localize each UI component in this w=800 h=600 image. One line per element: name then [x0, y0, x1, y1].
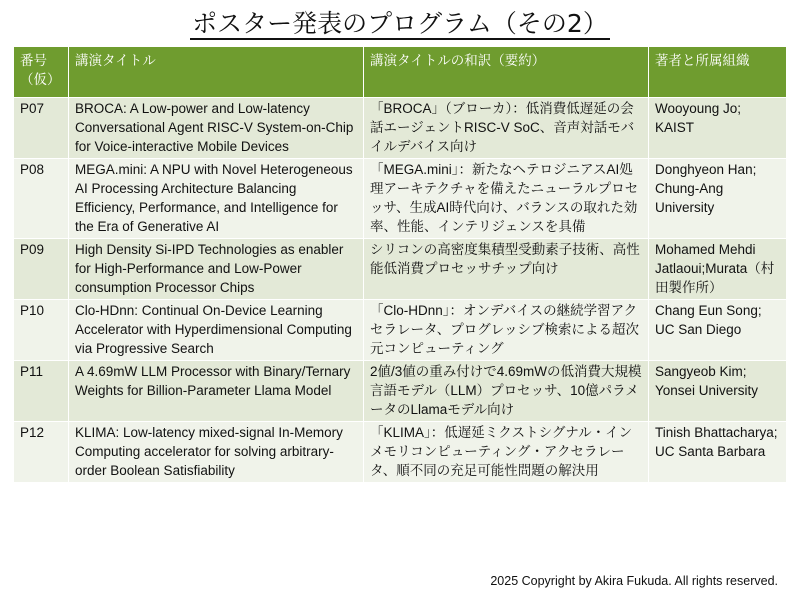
cell-authors: Donghyeon Han; Chung-Ang University	[649, 159, 787, 239]
cell-title: Clo-HDnn: Continual On-Device Learning Accelerator with Hyperdimensional Computing via Progressive Search	[69, 300, 364, 361]
cell-title: MEGA.mini: A NPU with Novel Heterogeneous AI Processing Architecture Balancing Efficiency, Performance, and Intelligence for the Era of Generative AI	[69, 159, 364, 239]
header-title: 講演タイトル	[69, 47, 364, 98]
cell-authors: Mohamed Mehdi Jatlaoui;Murata（村田製作所）	[649, 239, 787, 300]
table-row	[14, 422, 787, 483]
cell-title: BROCA: A Low-power and Low-latency Conversational Agent RISC-V System-on-Chip for Voice-interactive Mobile Devices	[69, 98, 364, 159]
header-authors: 著者と所属組織	[649, 47, 787, 98]
cell-title: A 4.69mW LLM Processor with Binary/Ternary Weights for Billion-Parameter Llama Model	[69, 361, 364, 422]
cell-number: P08	[14, 159, 69, 239]
cell-authors: Chang Eun Song; UC San Diego	[649, 300, 787, 361]
cell-number: P12	[14, 422, 69, 483]
table-row	[14, 239, 787, 300]
table-header-row	[14, 47, 787, 98]
poster-program-table	[13, 46, 787, 483]
cell-title: High Density Si-IPD Technologies as enabler for High-Performance and Low-Power consumption Processor Chips	[69, 239, 364, 300]
cell-authors: Sangyeob Kim; Yonsei University	[649, 361, 787, 422]
cell-translation: 2値/3値の重み付けで4.69mWの低消費大規模言語モデル（LLM）プロセッサ、10億パラメータのLlamaモデル向け	[364, 361, 649, 422]
copyright-notice: 2025 Copyright by Akira Fukuda. All rights reserved.	[490, 574, 778, 588]
cell-authors: Tinish Bhattacharya; UC Santa Barbara	[649, 422, 787, 483]
table-row	[14, 159, 787, 239]
header-number: 番号（仮）	[14, 47, 69, 98]
cell-translation: 「MEGA.mini」：新たなヘテロジニアスAI処理アーキテクチャを備えたニューラルプロセッサ、生成AI時代向け、バランスの取れた効率、性能、インテリジェンスを具備	[364, 159, 649, 239]
cell-number: P07	[14, 98, 69, 159]
table-row	[14, 361, 787, 422]
cell-number: P10	[14, 300, 69, 361]
cell-number: P09	[14, 239, 69, 300]
cell-translation: シリコンの高密度集積型受動素子技術、高性能低消費プロセッサチップ向け	[364, 239, 649, 300]
cell-translation: 「KLIMA」：低遅延ミクストシグナル・インメモリコンピューティング・アクセラレータ、順不同の充足可能性問題の解決用	[364, 422, 649, 483]
cell-translation: 「Clo-HDnn」：オンデバイスの継続学習アクセラレータ、プログレッシブ検索による超次元コンピューティング	[364, 300, 649, 361]
table-row	[14, 98, 787, 159]
cell-number: P11	[14, 361, 69, 422]
cell-authors: Wooyoung Jo; KAIST	[649, 98, 787, 159]
header-translation: 講演タイトルの和訳（要約）	[364, 47, 649, 98]
cell-title: KLIMA: Low-latency mixed-signal In-Memory Computing accelerator for solving arbitrary-order Boolean Satisfiability	[69, 422, 364, 483]
cell-translation: 「BROCA」（ブローカ）：低消費低遅延の会話エージェントRISC-V SoC、音声対話モバイルデバイス向け	[364, 98, 649, 159]
slide-title	[0, 8, 800, 40]
table-row	[14, 300, 787, 361]
slide-title-text: ポスター発表のプログラム（その2）	[192, 9, 608, 38]
